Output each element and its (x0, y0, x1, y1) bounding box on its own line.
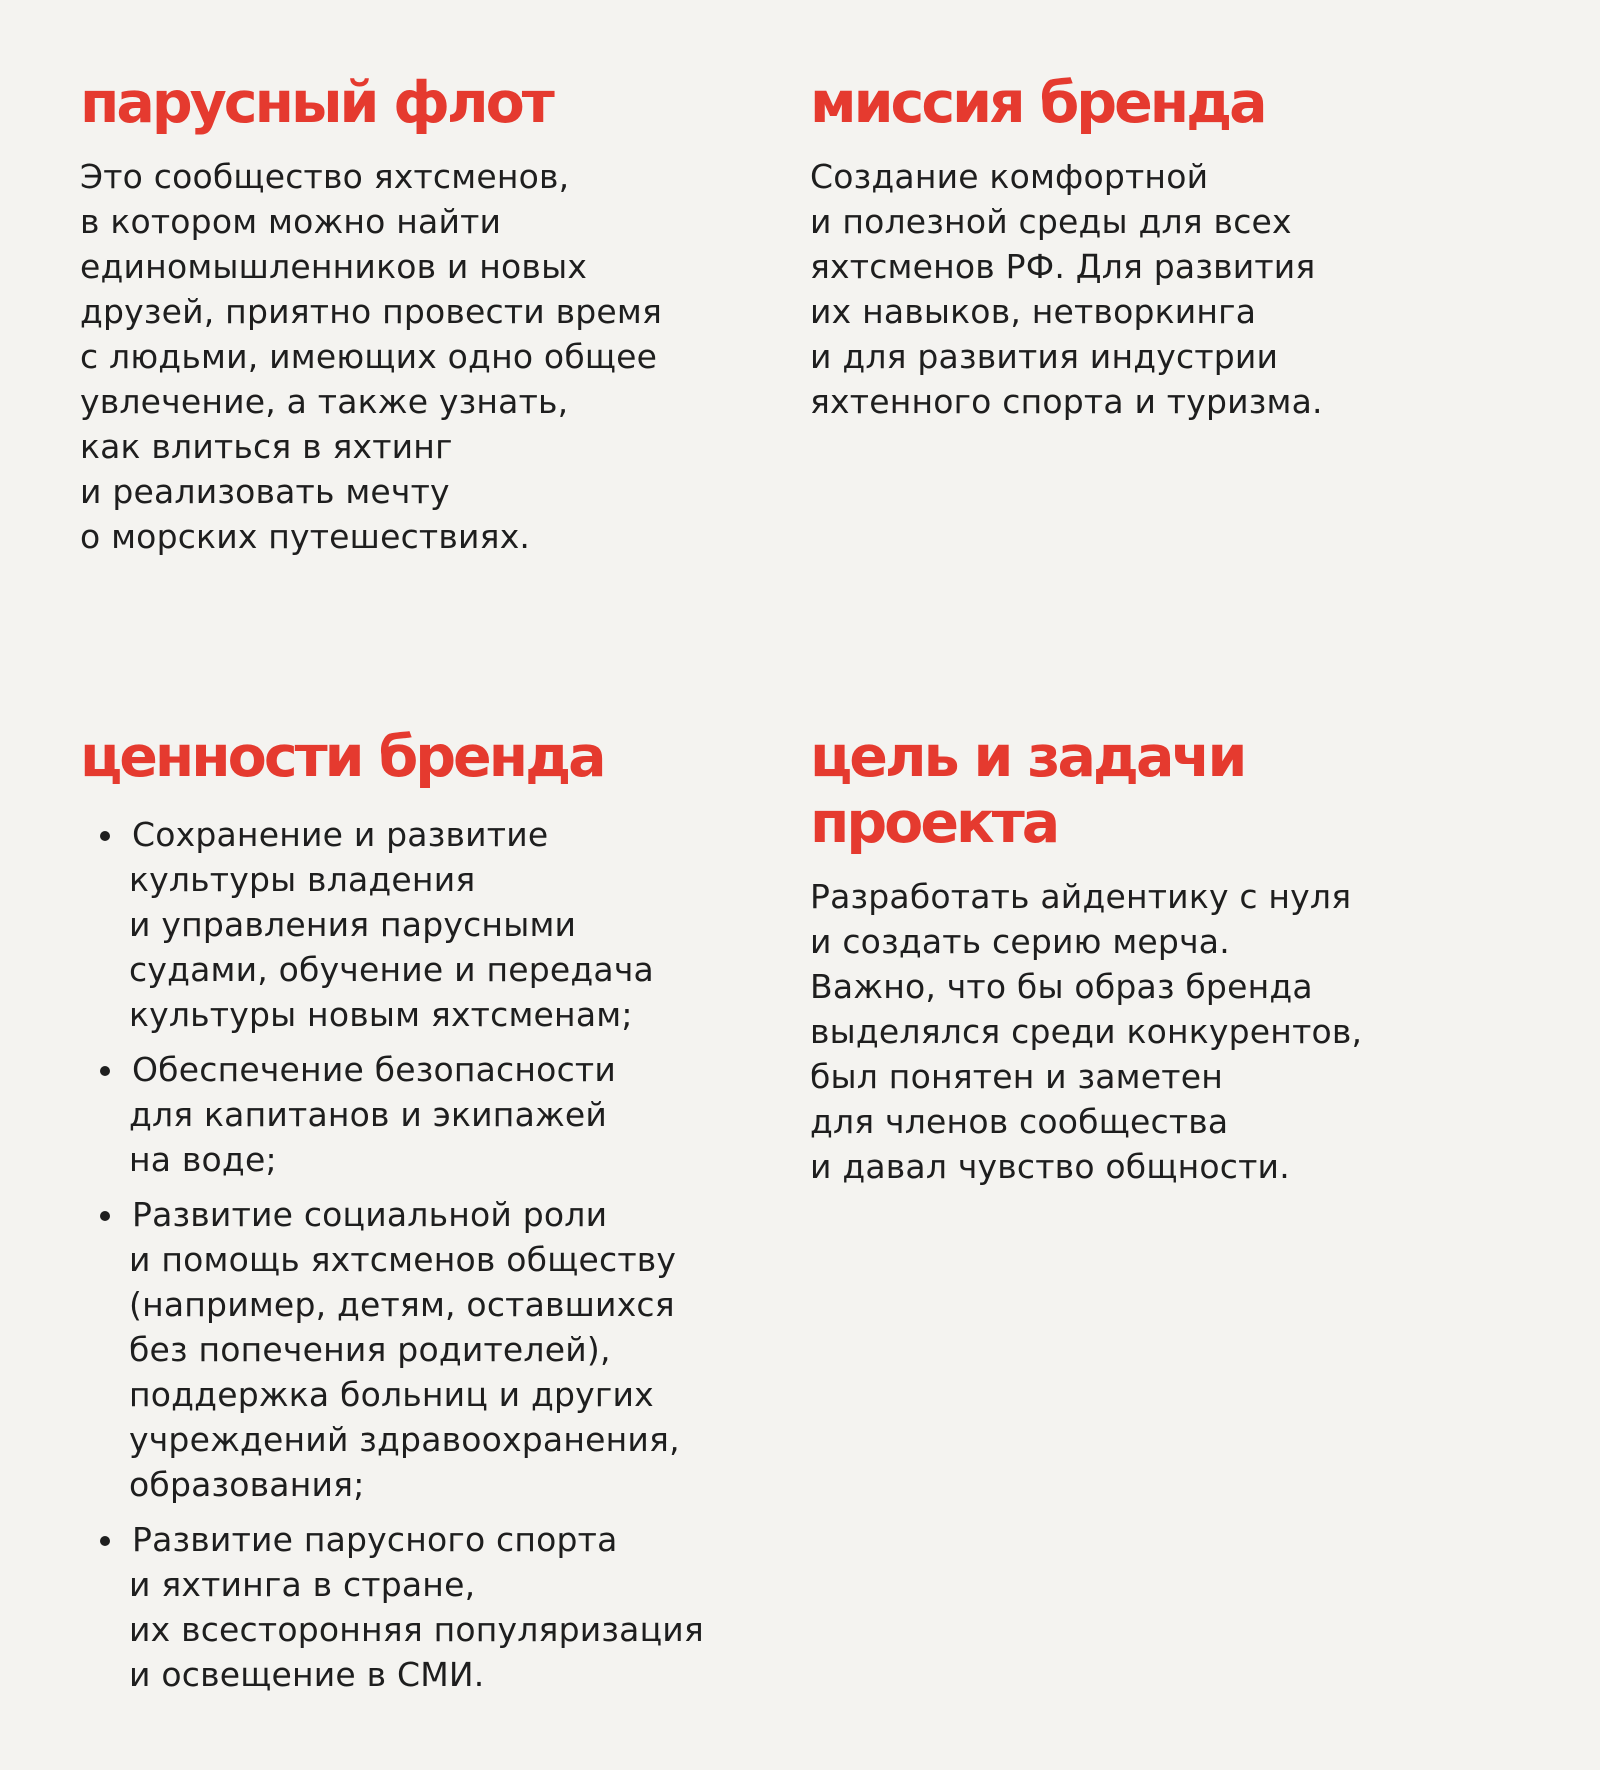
text-line: и реализовать мечту (80, 472, 450, 511)
mission-description (810, 154, 1490, 424)
fleet-heading (80, 70, 760, 136)
goals-heading (810, 724, 1490, 856)
heading-line: цель и задачи (810, 724, 1245, 790)
heading-line: ценности бренда (80, 724, 604, 790)
text-line: Развитие социальной роли (132, 1195, 608, 1234)
text-line: Сохранение и развитие (132, 815, 549, 854)
values-list (80, 812, 760, 1697)
list-item (80, 812, 760, 1037)
text-line: для капитанов и экипажей (129, 1095, 608, 1134)
heading-line: парусный флот (80, 70, 552, 136)
list-item (80, 1517, 760, 1697)
text-line: Это сообщество яхтсменов, (80, 157, 570, 196)
text-line: Обеспечение безопасности (132, 1050, 616, 1089)
heading-line: миссия бренда (810, 70, 1265, 136)
text-line: и управления парусными (129, 905, 577, 944)
text-line: их навыков, нетворкинга (810, 292, 1257, 331)
text-line: Развитие парусного спорта (132, 1520, 618, 1559)
text-line: яхтсменов РФ. Для развития (810, 247, 1316, 286)
text-line: их всесторонняя популяризация (129, 1610, 704, 1649)
text-line: культуры владения (129, 860, 476, 899)
bullet-icon (100, 831, 110, 841)
text-line: образования; (129, 1465, 365, 1504)
text-line: был понятен и заметен (810, 1057, 1223, 1096)
bullet-icon (100, 1211, 110, 1221)
text-line: единомышленников и новых (80, 247, 588, 286)
text-line: с людьми, имеющих одно общее (80, 337, 658, 376)
fleet-description (80, 154, 760, 559)
text-line: на воде; (129, 1140, 277, 1179)
list-item (80, 1047, 760, 1182)
text-line: и для развития индустрии (810, 337, 1279, 376)
text-line: Важно, что бы образ бренда (810, 967, 1313, 1006)
text-line: и помощь яхтсменов обществу (129, 1240, 677, 1279)
text-line: и давал чувство общности. (810, 1147, 1290, 1186)
section-mission (810, 70, 1490, 424)
text-line: учреждений здравоохранения, (129, 1420, 680, 1459)
text-line: выделялся среди конкурентов, (810, 1012, 1363, 1051)
section-goals (810, 724, 1490, 1189)
text-line: в котором можно найти (80, 202, 502, 241)
text-line: Разработать айдентику с нуля (810, 877, 1352, 916)
text-line: как влиться в яхтинг (80, 427, 453, 466)
text-line: (например, детям, оставшихся (129, 1285, 675, 1324)
goals-description (810, 874, 1490, 1189)
bullet-icon (100, 1536, 110, 1546)
heading-line: проекта (810, 790, 1058, 856)
section-values (80, 724, 760, 1707)
text-line: и освещение в СМИ. (129, 1655, 485, 1694)
section-fleet (80, 70, 760, 559)
mission-heading (810, 70, 1490, 136)
text-line: культуры новым яхтсменам; (129, 995, 633, 1034)
text-line: друзей, приятно провести время (80, 292, 663, 331)
text-line: и создать серию мерча. (810, 922, 1230, 961)
bullet-icon (100, 1066, 110, 1076)
text-line: Создание комфортной (810, 157, 1209, 196)
text-line: увлечение, а также узнать, (80, 382, 569, 421)
text-line: судами, обучение и передача (129, 950, 654, 989)
text-line: и яхтинга в стране, (129, 1565, 476, 1604)
text-line: поддержка больниц и других (129, 1375, 654, 1414)
text-line: о морских путешествиях. (80, 517, 531, 556)
list-item (80, 1192, 760, 1507)
text-line: яхтенного спорта и туризма. (810, 382, 1323, 421)
text-line: без попечения родителей), (129, 1330, 611, 1369)
text-line: и полезной среды для всех (810, 202, 1292, 241)
text-line: для членов сообщества (810, 1102, 1229, 1141)
values-heading (80, 724, 760, 790)
